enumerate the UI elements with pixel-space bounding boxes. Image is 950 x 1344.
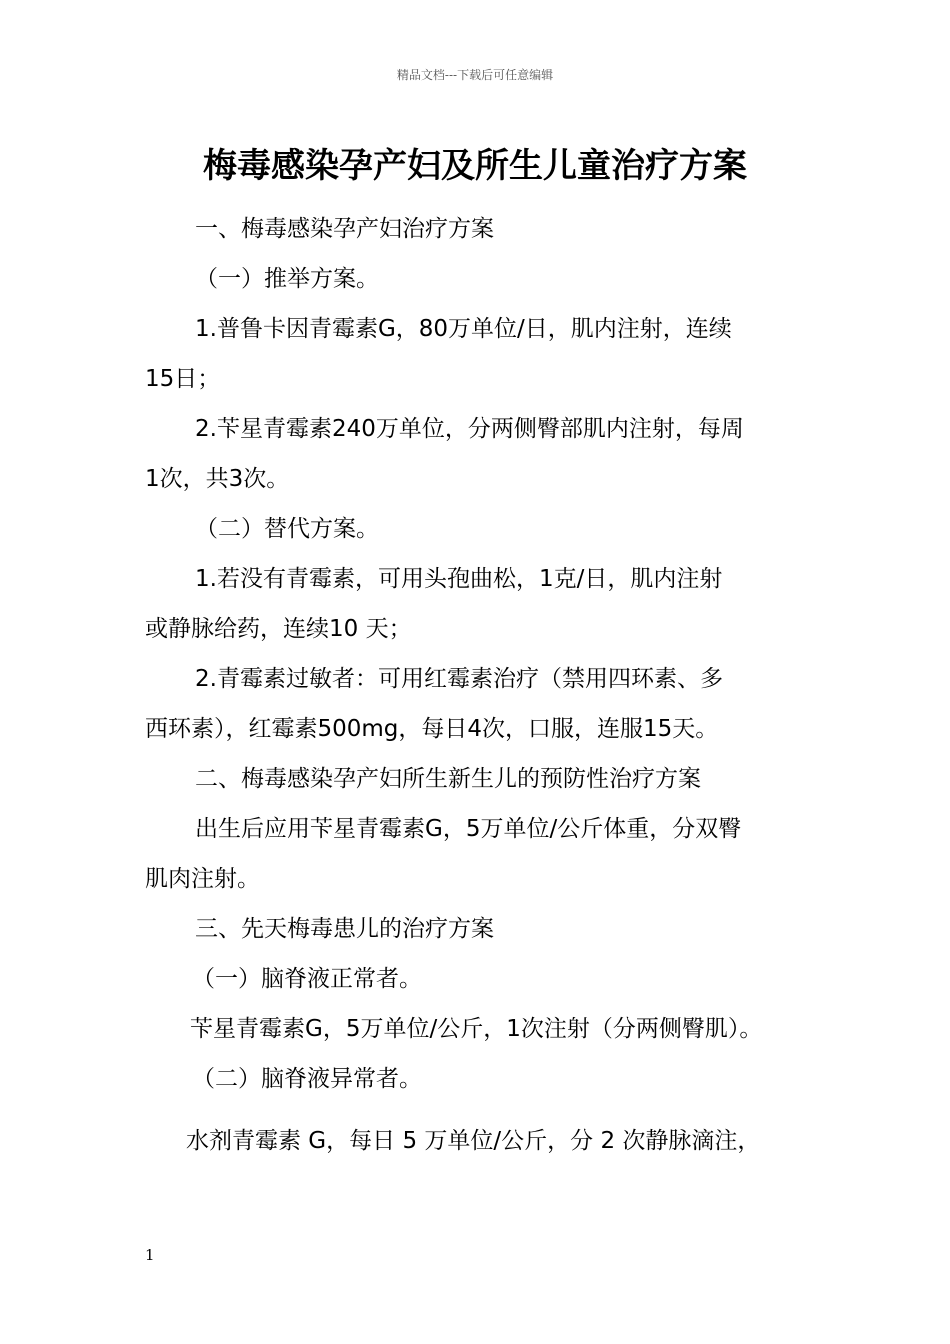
subsection-heading: （二）替代方案。 [195, 516, 379, 542]
paragraph-line: 出生后应用苄星青霉素G，5万单位/公斤体重，分双臀 [195, 816, 742, 842]
page-number: 1 [145, 1246, 155, 1264]
paragraph-line: 1.普鲁卡因青霉素G，80万单位/日，肌内注射，连续 [195, 316, 732, 342]
page-header: 精品文档---下载后可任意编辑 [396, 68, 554, 82]
paragraph-line: 肌肉注射。 [145, 866, 260, 892]
subsection-heading: （一）脑脊液正常者。 [192, 966, 422, 992]
paragraph-line: 1.若没有青霉素，可用头孢曲松，1克/日，肌内注射 [195, 566, 723, 592]
paragraph-line: 苄星青霉素G，5万单位/公斤，1次注射（分两侧臀肌）。 [190, 1016, 763, 1042]
paragraph-line: 水剂青霉素 G，每日 5 万单位/公斤，分 2 次静脉滴注， [186, 1128, 761, 1154]
section-heading: 二、梅毒感染孕产妇所生新生儿的预防性治疗方案 [195, 766, 701, 792]
subsection-heading: （二）脑脊液异常者。 [192, 1066, 422, 1092]
subsection-heading: （一）推举方案。 [195, 266, 379, 292]
paragraph-line: 15日； [145, 366, 221, 392]
paragraph-line: 2.青霉素过敏者：可用红霉素治疗（禁用四环素、多 [195, 666, 723, 692]
section-heading: 一、梅毒感染孕产妇治疗方案 [195, 216, 494, 242]
paragraph-line: 或静脉给药，连续10 天； [145, 616, 412, 642]
paragraph-line: 1次，共3次。 [145, 466, 290, 492]
section-heading: 三、先天梅毒患儿的治疗方案 [195, 916, 494, 942]
document-title: 梅毒感染孕产妇及所生儿童治疗方案 [203, 146, 747, 186]
paragraph-line: 西环素），红霉素500mg，每日4次，口服，连服15天。 [145, 716, 719, 742]
paragraph-line: 2.苄星青霉素240万单位，分两侧臀部肌内注射，每周 [195, 416, 744, 442]
